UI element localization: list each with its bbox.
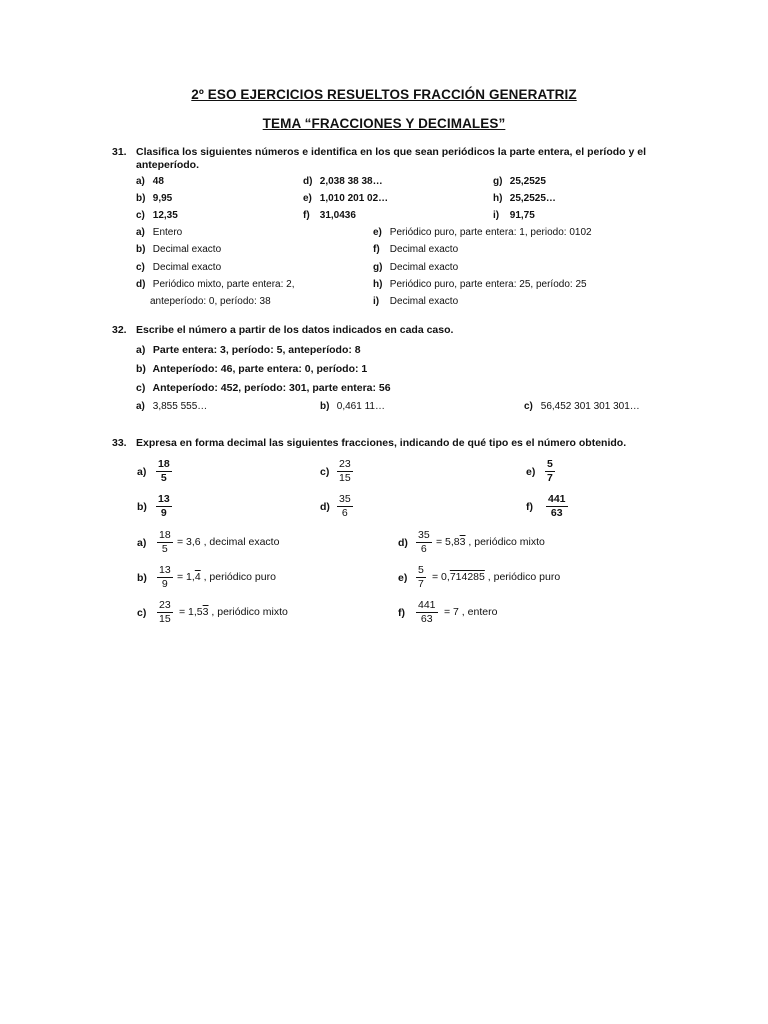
q33-answer-e-result: = 0,714285 , periódico puro bbox=[432, 571, 561, 583]
q31-answer-e: e) Periódico puro, parte entera: 1, periodo: 0102 bbox=[373, 227, 592, 238]
exercise-33-statement bbox=[112, 437, 662, 450]
q31-item-i: i) 91,75 bbox=[493, 210, 535, 221]
q32-answer-b: b) 0,461 11… bbox=[320, 401, 385, 412]
q32-item-b: b) Anteperíodo: 46, parte entera: 0, período: 1 bbox=[136, 363, 368, 375]
exercise-number: 33. bbox=[112, 437, 127, 449]
q31-item-c: c) 12,35 bbox=[136, 210, 178, 221]
q31-item-h: h) 25,2525… bbox=[493, 193, 556, 204]
q33-item-e-fraction: $\frac{5}{7}$ bbox=[547, 458, 553, 484]
q31-answer-c: c) Decimal exacto bbox=[136, 262, 222, 273]
q31-item-g: g) 25,2525 bbox=[493, 176, 546, 187]
q31-answer-a: a) Entero bbox=[136, 227, 183, 238]
q31-answer-b: b) Decimal exacto bbox=[136, 244, 222, 255]
q31-answer-f: f) Decimal exacto bbox=[373, 244, 459, 255]
q33-answer-f-result: = 7 , entero bbox=[444, 606, 498, 618]
q33-answer-f-letter: f) bbox=[398, 607, 405, 619]
q33-answer-d-letter: d) bbox=[398, 537, 408, 549]
q31-answer-d-continued: anteperíodo: 0, período: 38 bbox=[150, 296, 271, 307]
q32-item-a: a) Parte entera: 3, período: 5, anteperíodo: 8 bbox=[136, 344, 361, 356]
q32-answer-c: c) 56,452 301 301 301… bbox=[524, 401, 640, 412]
exercise-text: Clasifica los siguientes números e identifica en los que sean periódicos la parte entera, el período y el anteperíodo. bbox=[136, 146, 646, 171]
q33-item-e-letter: e) bbox=[526, 466, 536, 478]
q31-item-a: a) 48 bbox=[136, 176, 164, 187]
exercise-number: 32. bbox=[112, 324, 127, 336]
q33-answer-b-result: = 1,4 , periódico puro bbox=[177, 571, 276, 583]
q33-answer-a-fraction: $\frac{18}{5}$ bbox=[159, 529, 171, 555]
q33-answer-b-letter: b) bbox=[137, 572, 147, 584]
q33-answer-c-result: = 1,53 , periódico mixto bbox=[179, 606, 288, 618]
exercise-text: Expresa en forma decimal las siguientes fracciones, indicando de qué tipo es el número obtenido. bbox=[136, 437, 627, 449]
q33-item-d-letter: d) bbox=[320, 501, 330, 513]
q33-answer-e-letter: e) bbox=[398, 572, 408, 584]
q31-answer-d: d) Periódico mixto, parte entera: 2, bbox=[136, 279, 295, 290]
q33-answer-f-fraction: $\frac{441}{63}$ bbox=[418, 599, 436, 625]
exercise-text: Escribe el número a partir de los datos indicados en cada caso. bbox=[136, 324, 454, 336]
q33-answer-d-result: = 5,83 , periódico mixto bbox=[436, 536, 545, 548]
q33-answer-a-letter: a) bbox=[137, 537, 147, 549]
q33-item-f-letter: f) bbox=[526, 501, 533, 513]
q31-item-b: b) 9,95 bbox=[136, 193, 173, 204]
exercise-31-statement bbox=[112, 146, 662, 172]
q33-item-f-fraction: $\frac{441}{63}$ bbox=[548, 493, 566, 519]
document-title: 2º ESO EJERCICIOS RESUELTOS FRACCIÓN GENERATRIZ bbox=[191, 87, 577, 102]
q33-answer-c-fraction: $\frac{23}{15}$ bbox=[159, 599, 171, 625]
q32-item-c: c) Anteperíodo: 452, período: 301, parte entera: 56 bbox=[136, 382, 391, 394]
q31-item-e: e) 1,010 201 02… bbox=[303, 193, 389, 204]
q31-item-f: f) 31,0436 bbox=[303, 210, 356, 221]
q33-item-a-letter: a) bbox=[137, 466, 147, 478]
q33-answer-d-fraction: $\frac{35}{6}$ bbox=[418, 529, 430, 555]
q33-item-c-letter: c) bbox=[320, 466, 330, 478]
q33-answer-b-fraction: $\frac{13}{9}$ bbox=[159, 564, 171, 590]
q33-item-b-letter: b) bbox=[137, 501, 147, 513]
q33-item-a-fraction: $\frac{18}{5}$ bbox=[158, 458, 170, 484]
exercise-32-statement bbox=[112, 324, 662, 337]
q31-answer-i: i) Decimal exacto bbox=[373, 296, 459, 307]
q31-answer-g: g) Decimal exacto bbox=[373, 262, 459, 273]
q33-answer-c-letter: c) bbox=[137, 607, 147, 619]
q31-answer-h: h) Periódico puro, parte entera: 25, período: 25 bbox=[373, 279, 587, 290]
q33-answer-a-result: = 3,6 , decimal exacto bbox=[177, 536, 280, 548]
document-subtitle: TEMA “FRACCIONES Y DECIMALES” bbox=[262, 116, 506, 131]
exercise-number: 31. bbox=[112, 146, 127, 158]
q31-item-d: d) 2,038 38 38… bbox=[303, 176, 383, 187]
q33-answer-e-fraction: $\frac{5}{7}$ bbox=[418, 564, 424, 590]
q32-answer-a: a) 3,855 555… bbox=[136, 401, 208, 412]
q33-item-d-fraction: $\frac{35}{6}$ bbox=[339, 493, 351, 519]
q33-item-b-fraction: $\frac{13}{9}$ bbox=[158, 493, 170, 519]
q33-item-c-fraction: $\frac{23}{15}$ bbox=[339, 458, 351, 484]
